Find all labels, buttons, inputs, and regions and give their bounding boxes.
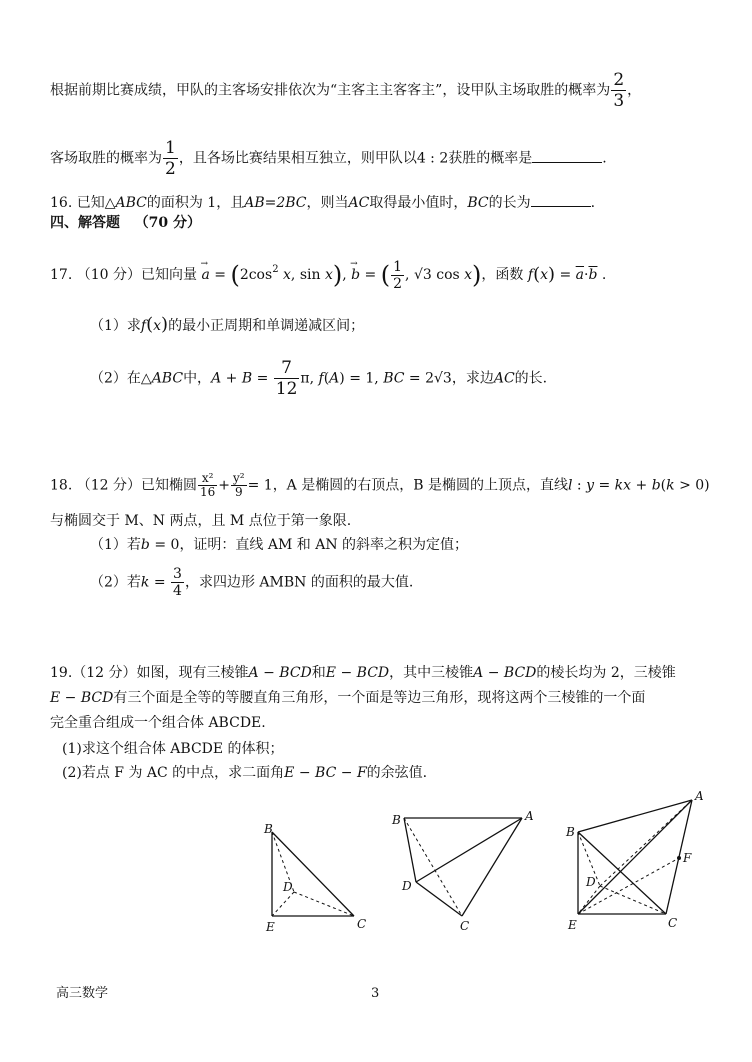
section-header — [50, 214, 201, 232]
q15-home-prob-frac — [611, 70, 626, 111]
q15-text-c: ，且各场比赛结果相互独立，则甲队以 — [178, 150, 417, 167]
q17-vector-formula: → $a = (2\cos^2$ x, sin x), → b = ( $\frac{1}{2}$ , √3 cos x)，函数 $f(x) = \overline{a}\cdot\overline{b}$ . — [201, 267, 606, 283]
fig1-label-b: B — [264, 822, 273, 836]
q19-text-c: ，其中三棱锥 — [389, 665, 474, 681]
frac-num: 3 — [173, 566, 182, 582]
q17-part2: （2）在△ABC中，A + B = $\frac{7}{12}$ π, f(A) = 1, BC = 2√3，求边AC的长. — [90, 358, 548, 399]
q16-text-e: 的长为 — [488, 195, 531, 211]
q16-text-a: 16. 已知 — [50, 195, 105, 211]
fig2-label-b: B — [392, 813, 401, 827]
fig1-label-c: C — [357, 917, 367, 931]
figure-1-tetrahedron — [258, 818, 378, 936]
q15-line1 — [50, 70, 641, 111]
q17-text-head: 17. （10 分）已知向量 — [50, 267, 197, 283]
q16-triangle: △ABC — [104, 195, 147, 211]
q19-part2-a: (2)若点 F 为 AC 的中点，求二面角 — [62, 765, 285, 781]
q18-part1-a: （1）若 — [90, 537, 141, 553]
q18-text-head: 18. （12 分）已知椭圆 — [50, 477, 197, 494]
q19-text-l3: 完全重合组成一个组合体 ABCDE. — [50, 715, 266, 731]
q16-bc: BC — [467, 195, 489, 211]
fig1-label-d: D — [283, 880, 293, 894]
answer-blank — [531, 192, 591, 207]
frac-den: 2 — [165, 159, 176, 179]
q19-text-d: 的棱长均为 2，三棱锥 — [536, 665, 676, 681]
q18-line1: 18. （12 分）已知椭圆 $\frac{\text{x²}}{16}$ + $\frac{\text{y²}}{9}$ = 1，A 是椭圆的右顶点，B 是椭圆的上顶点，直线l : y = kx + b(k > 0) — [50, 471, 710, 499]
fig3-label-a: A — [695, 789, 704, 803]
q15-line2 — [50, 138, 607, 179]
q19-part2-b: 的余弦值. — [366, 765, 428, 781]
q18-part1: （1）若b = 0，证明：直线 AM 和 AN 的斜率之积为定值； — [90, 537, 469, 553]
q19-text-l2: 有三个面是全等的等腰直角三角形，一个面是等边三角形，现将这两个三棱锥的一个面 — [113, 690, 646, 706]
q17-part2-a: （2）在 — [90, 370, 141, 387]
fig2-label-d: D — [402, 879, 412, 893]
q17-ac: AC — [493, 370, 515, 387]
page-number: 3 — [371, 986, 380, 1001]
fig1-label-e: E — [266, 920, 275, 934]
q19-part1-text: (1)求这个组合体 ABCDE 的体积； — [62, 741, 284, 757]
fig3-label-e: E — [568, 918, 577, 932]
figure-3-composite — [562, 788, 712, 934]
q17-part1: （1）求f(x)的最小正周期和单调递减区间； — [90, 314, 365, 335]
q15-score: 4 : 2 — [416, 150, 449, 167]
q15-text-end: ， — [627, 82, 642, 99]
q18-part2-b: ，求四边形 AMBN 的面积的最大值. — [184, 574, 414, 591]
q19-part2: (2)若点 F 为 AC 的中点，求二面角E − BC − F的余弦值. — [62, 765, 428, 781]
q18-part2: （2）若k = $\frac{3}{4}$ ，求四边形 AMBN 的面积的最大值. — [90, 566, 414, 599]
q16-ac: AC — [348, 195, 370, 211]
frac-den: 16 — [199, 485, 216, 499]
q19-part1 — [62, 740, 284, 758]
q16-line — [50, 192, 595, 212]
q15-text-a: 根据前期比赛成绩，甲队的主客场安排依次为“主客主主客客主”，设甲队主场取胜的概率为 — [50, 82, 611, 99]
footer-subject: 高三数学 — [56, 986, 109, 1001]
q16-condition: AB=2BC — [244, 195, 307, 211]
fig2-label-a: A — [525, 809, 534, 823]
q18-text-line2: 与椭圆交于 M、N 两点，且 M 点位于第一象限. — [50, 513, 352, 529]
q17-part1-a: （1）求 — [90, 318, 141, 334]
q17-part1-b: 的最小正周期和单调递减区间； — [168, 318, 365, 334]
q17-line1 — [50, 258, 606, 292]
frac-den: 12 — [275, 379, 298, 399]
q19-line2: E − BCD有三个面是全等的等腰直角三角形，一个面是等边三角形，现将这两个三棱锥的一个面 — [50, 690, 646, 706]
frac-den: 9 — [234, 485, 243, 499]
fig3-label-f: F — [683, 851, 692, 865]
q16-text-d: 取得最小值时， — [369, 195, 468, 211]
frac-num: 2 — [613, 70, 625, 90]
q17-part2-d: 的长. — [514, 370, 548, 387]
figure-2-tetrahedron — [388, 802, 548, 938]
q17-triangle: △ABC — [140, 370, 184, 387]
fig3-label-b: B — [566, 825, 575, 839]
q18-text-b: ，A 是椭圆的右顶点，B 是椭圆的上顶点，直线 — [272, 477, 568, 494]
q18-line2 — [50, 512, 351, 530]
q19-line1: 19.（12 分）如图，现有三棱锥A − BCD和E − BCD，其中三棱锥A − BCD的棱长均为 2，三棱锥 — [50, 665, 676, 681]
section-title: 四、解答题 — [50, 215, 120, 231]
q15-text-end2: . — [602, 150, 607, 167]
frac-num: x² — [198, 472, 217, 486]
fig3-label-d: D — [586, 875, 596, 889]
q19-line3 — [50, 714, 266, 732]
answer-blank — [532, 148, 602, 163]
q16-text-end: . — [590, 195, 596, 211]
frac-num: y² — [233, 471, 245, 485]
q17-part2-c: ，求边 — [451, 370, 494, 387]
frac-num: 1 — [165, 138, 176, 158]
frac-den: 4 — [173, 583, 182, 599]
q19-text-b: 和 — [311, 665, 326, 681]
q15-text-d: 获胜的概率是 — [448, 150, 533, 167]
q15-away-prob-frac — [163, 138, 178, 179]
q18-part2-a: （2）若 — [90, 574, 141, 591]
q15-text-b: 客场取胜的概率为 — [50, 150, 162, 167]
fig2-label-c: C — [460, 919, 470, 933]
point-f-dot — [677, 856, 681, 860]
q18-part1-b: ，证明：直线 AM 和 AN 的斜率之积为定值； — [179, 537, 469, 553]
q16-text-b: 的面积为 1，且 — [146, 195, 245, 211]
section-score: （70 分） — [134, 215, 201, 231]
frac-num: 7 — [274, 358, 300, 379]
frac-den: 3 — [613, 91, 625, 111]
q17-part2-b: 中， — [183, 370, 212, 387]
q19-text-a: 19.（12 分）如图，现有三棱锥 — [50, 665, 249, 681]
fig3-label-c: C — [668, 916, 678, 930]
q16-text-c: ，则当 — [306, 195, 349, 211]
